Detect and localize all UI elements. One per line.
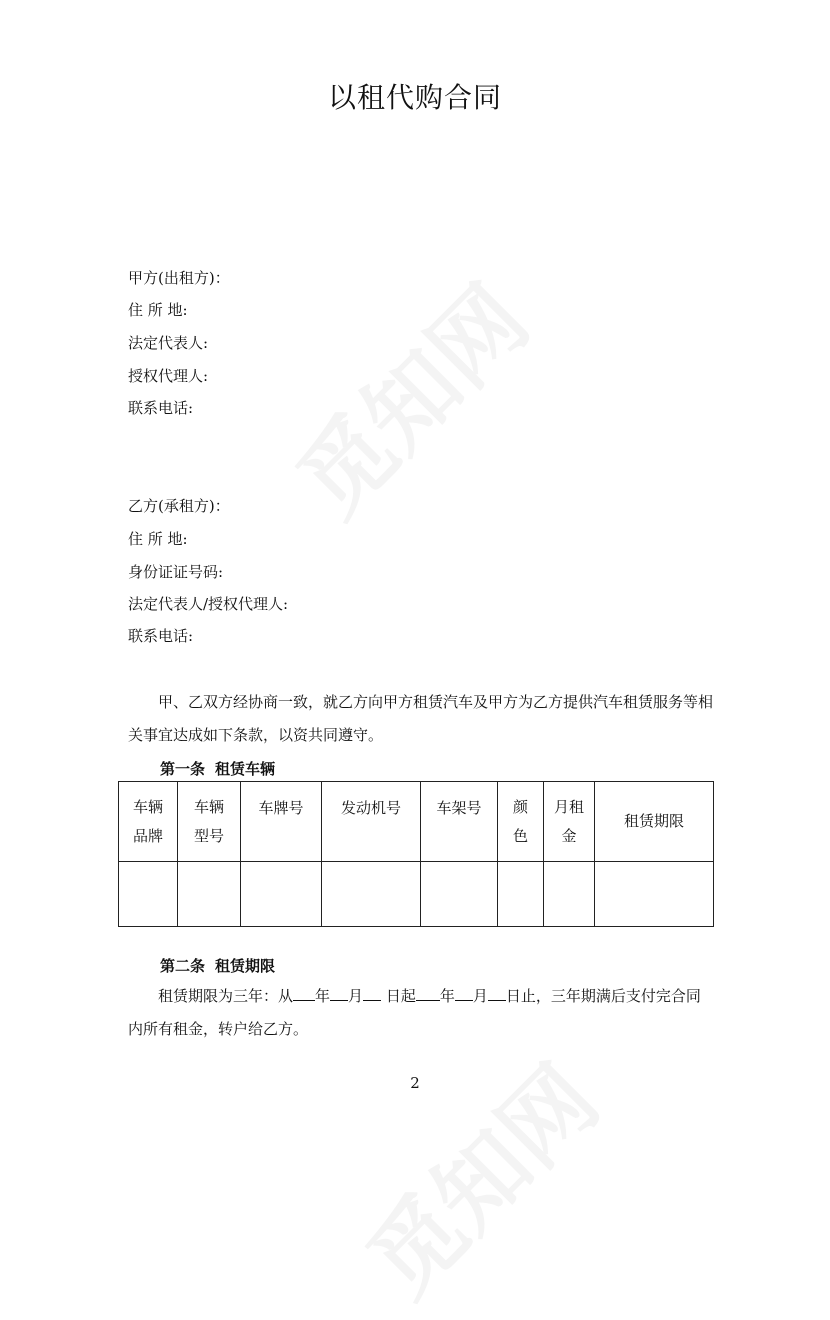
party-a-legal-rep: 法定代表人: (128, 334, 209, 352)
header-cell-brand: 车辆 品牌 (119, 782, 178, 862)
table-cell[interactable] (595, 862, 714, 927)
blank-year-end[interactable] (416, 985, 440, 1001)
blank-day-end[interactable] (488, 985, 506, 1001)
article-1-title: 租赁车辆 (215, 760, 276, 778)
table-header-row (119, 782, 714, 862)
table-cell[interactable] (322, 862, 421, 927)
header-cell-model: 车辆 型号 (178, 782, 241, 862)
party-a-agent: 授权代理人: (128, 367, 209, 385)
table-cell[interactable] (241, 862, 322, 927)
page-number: 2 (410, 1074, 420, 1092)
table-cell[interactable] (544, 862, 595, 927)
blank-year-start[interactable] (293, 985, 315, 1001)
article-2-number: 第二条 (160, 957, 206, 975)
article-2-paragraph: 租赁期限为三年：从 年 月 日起 年 月 日止，三年期满后支付完合同内所有租金，转户给乙方。 (128, 987, 701, 1038)
party-a-address: 住 所 地: (128, 301, 188, 319)
header-cell-plate: 车牌号 (241, 782, 322, 862)
header-cell-lease-term: 租赁期限 (595, 782, 714, 862)
table-cell[interactable] (178, 862, 241, 927)
party-b-address: 住 所 地: (128, 530, 188, 548)
article-2-heading (160, 955, 275, 976)
vehicle-table (118, 781, 714, 927)
header-cell-vin: 车架号 (421, 782, 498, 862)
table-cell[interactable] (498, 862, 544, 927)
table-cell[interactable] (421, 862, 498, 927)
blank-month-end[interactable] (455, 985, 473, 1001)
party-a-phone: 联系电话: (128, 399, 194, 417)
article-2-title: 租赁期限 (215, 957, 276, 975)
header-cell-engine: 发动机号 (322, 782, 421, 862)
document-title: 以租代购合同 (327, 81, 502, 114)
party-b-rep-agent: 法定代表人/授权代理人: (128, 595, 289, 613)
blank-month-start[interactable] (330, 985, 348, 1001)
article-1-heading (160, 758, 275, 779)
watermark (264, 252, 553, 541)
header-cell-color: 颜 色 (498, 782, 544, 862)
party-b-phone: 联系电话: (128, 627, 194, 645)
header-cell-monthly-rent: 月租 金 (544, 782, 595, 862)
intro-paragraph: 甲、乙双方经协商一致，就乙方向甲方租赁汽车及甲方为乙方提供汽车租赁服务等相关事宜达成如下条款，以资共同遵守。 (128, 693, 714, 744)
party-b-id-number: 身份证证号码: (128, 563, 224, 581)
blank-day-start[interactable] (363, 985, 381, 1001)
party-a-heading: 甲方(出租方)： (128, 269, 230, 287)
table-row (119, 862, 714, 927)
table-cell[interactable] (119, 862, 178, 927)
article-1-number: 第一条 (160, 760, 206, 778)
party-b-heading: 乙方(承租方)： (128, 497, 230, 515)
